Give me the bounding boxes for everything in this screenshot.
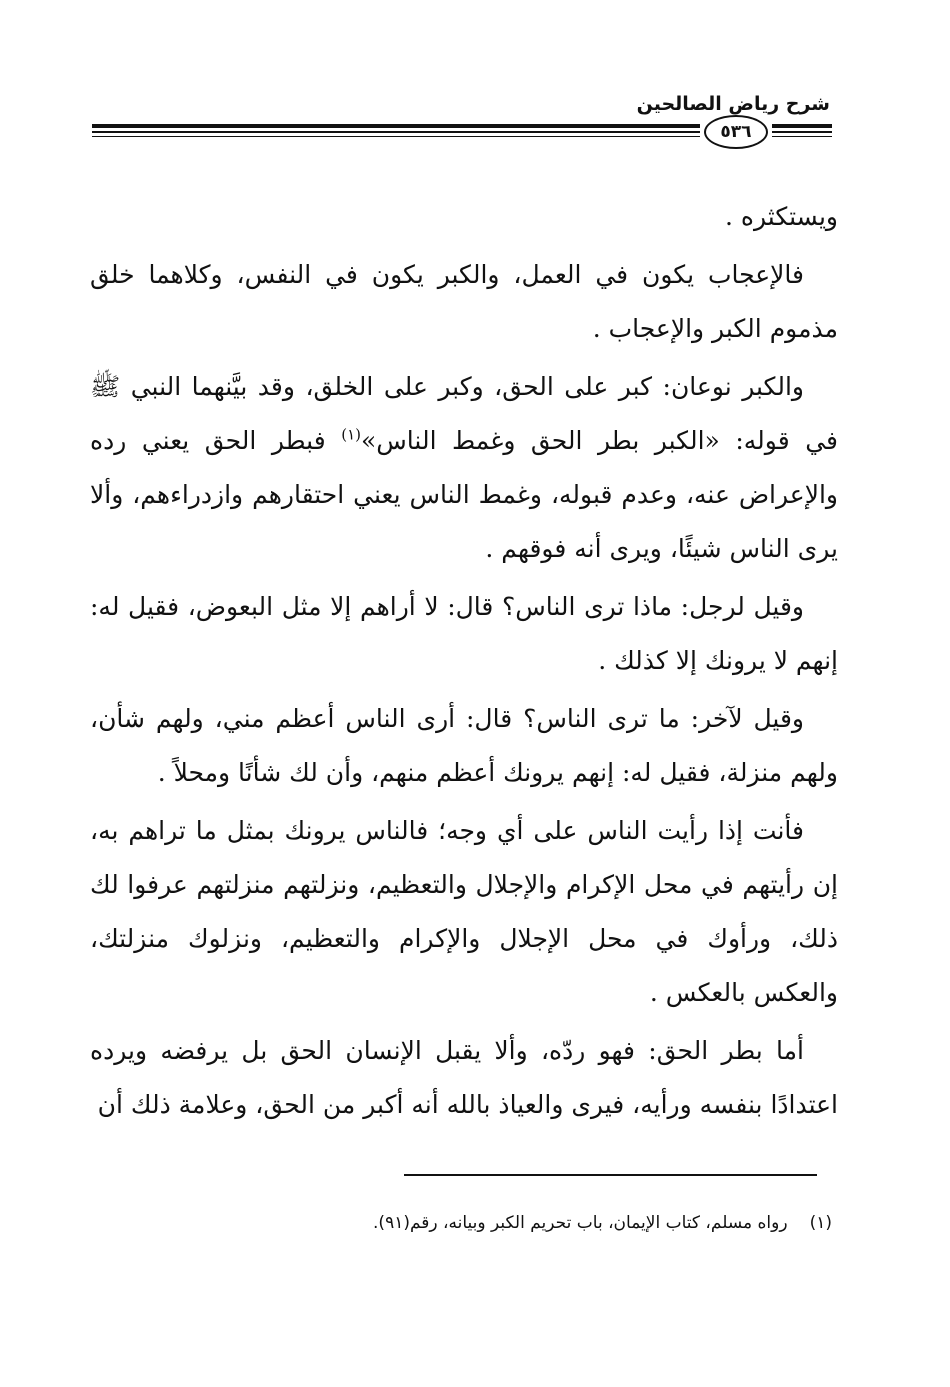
header-rule [92, 131, 700, 133]
paragraph: أما بطر الحق: فهو ردّه، وألا يقبل الإنسان الحق بل يرفضه ويرده اعتدادًا بنفسه ورأيه، فيرى والعياذ بالله أنه أكبر من الحق، وعلامة ذلك أن [90, 1036, 838, 1119]
header-rule [772, 131, 832, 133]
header-rule [92, 124, 700, 128]
paragraph: فأنت إذا رأيت الناس على أي وجه؛ فالناس يرونك بمثل ما تراهم به، إن رأيتهم في محل الإكرام والإجلال والتعظيم، ونزلتهم منزلتهم عرفوا لك ذلك، ورأوك في محل الإجلال والإكرام والتعظيم، ونزلوك منزلتك، والعكس بالعكس . [90, 816, 838, 1007]
paragraph: ويستكثره . [724, 202, 838, 231]
paragraph-text: والكبر نوعان: كبر على الحق، وكبر على الخلق، وقد بيَّنهما النبي ﷺ في قوله: «الكبر بطر الحق وغمط الناس» [90, 372, 838, 455]
header-rule [772, 124, 832, 128]
paragraph: وقيل لرجل: ماذا ترى الناس؟ قال: لا أراهم إلا مثل البعوض، فقيل له: إنهم لا يرونك إلا كذلك . [90, 592, 838, 675]
page-number-badge: ٥٣٦ [704, 115, 768, 149]
footnote-separator [404, 1174, 817, 1176]
paragraph: فالإعجاب يكون في العمل، والكبر يكون في النفس، وكلاهما خلق مذموم الكبر والإعجاب . [90, 260, 838, 343]
paragraph-text: فبطر الحق يعني رده والإعراض عنه، وعدم قبوله، وغمط الناس يعني احتقارهم وازدراءهم، وألا يرى الناس شيئًا، ويرى أنه فوقهم . [90, 426, 838, 563]
header-rule [772, 136, 832, 137]
main-text [90, 190, 838, 1136]
footnote-number: (١) [809, 1213, 832, 1233]
footnote-text: رواه مسلم، كتاب الإيمان، باب تحريم الكبر وبيانه، رقم(٩١). [373, 1213, 788, 1233]
running-header-title: شرح رياض الصالحين [636, 93, 830, 115]
header-rule [92, 136, 700, 137]
footnote [373, 1210, 832, 1236]
footnote-reference[interactable]: (١) [341, 425, 361, 444]
paragraph [90, 360, 838, 576]
paragraph: وقيل لآخر: ما ترى الناس؟ قال: أرى الناس أعظم مني، ولهم شأن، ولهم منزلة، فقيل له: إنهم يرونك أعظم منهم، وأن لك شأنًا ومحلاً . [90, 704, 838, 787]
